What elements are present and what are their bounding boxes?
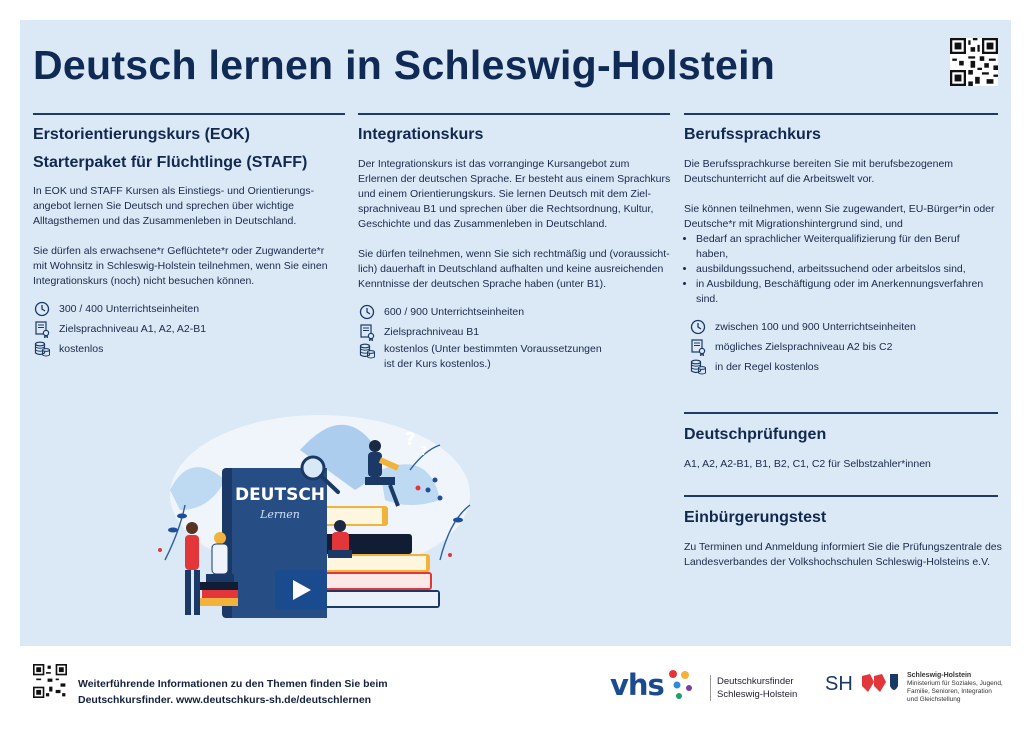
divider-naturalization <box>684 495 998 497</box>
section-naturalization <box>684 508 1004 570</box>
clock-icon <box>689 318 707 336</box>
integration-paragraph-2: Sie dürfen teilnehmen, wenn Sie sich rechtmäßig und (voraussicht- lich) dauerhaft in Deutschland aufhalten und keine ausreichenden Kenntnisse der deutschen Sprache haben (unter B1). <box>358 248 670 290</box>
learning-illustration <box>140 410 480 625</box>
job-requirements-list <box>684 232 1004 307</box>
clock-icon <box>33 300 51 318</box>
section-exams <box>684 425 1004 472</box>
list-item: • in Ausbildung, Beschäftigung oder im Anerkennungsverfahren sind. <box>696 277 1004 307</box>
heading-staff: Starterpaket für Flüchtlinge (STAFF) <box>33 154 308 171</box>
heading-job-language: Berufssprachkurs <box>684 126 821 143</box>
clock-icon <box>358 303 376 321</box>
book-subtitle: Lernen <box>260 508 300 521</box>
integration-paragraph-1: Der Integrationskurs ist das vorranginge Kursangebot zum Erlernen der deutschen Sprache. Er besteht aus einem Sprachkurs und einem Orientierungskurs. Sie lernen Deutsch mit dem Ziel- sprachniveau B1 und sprechen über die Rechtsordnung, Kultur, Geschichte und das Zusammenleben in Deutschland. <box>358 158 671 230</box>
column-integration <box>358 125 676 372</box>
ministry-logo-text: Schleswig-Holstein Ministerium für Soziales, Jugend, Familie, Senioren, Integration und Gleichstellung <box>907 672 1003 703</box>
certificate-icon <box>358 323 376 341</box>
feature-hours: zwischen 100 und 900 Unterrichtseinheiten <box>689 317 1004 337</box>
exams-text: A1, A2, A2-B1, B1, B2, C1, C2 für Selbstzahler*innen <box>684 458 931 470</box>
eok-features <box>33 299 348 359</box>
vhs-subtitle: Deutschkursfinder Schleswig-Holstein <box>710 675 797 701</box>
feature-cost: in der Regel kostenlos <box>689 357 1004 377</box>
footer-qr-code <box>33 664 67 698</box>
column-eok <box>33 125 348 359</box>
eok-paragraph-2: Sie dürfen als erwachsene*r Geflüchtete*r oder Zugwanderte*r mit Wohnsitz in Schleswig-Holstein teilnehmen, wenn Sie einen Integrationskurs (noch) nicht besuchen können. <box>33 245 328 287</box>
feature-level: Zielsprachniveau B1 <box>358 322 676 342</box>
svg-text:?: ? <box>420 444 427 458</box>
coins-icon <box>358 342 376 360</box>
certificate-icon <box>689 338 707 356</box>
job-paragraph-2: Sie können teilnehmen, wenn Sie zugewandert, EU-Bürger*in oder Deutsche*r mit Migrationshintergrund sind, und <box>684 203 995 230</box>
column-job-language <box>684 125 1004 377</box>
sh-logo: SH <box>825 673 853 695</box>
eok-paragraph-1: In EOK und STAFF Kursen als Einstiegs- und Orientierungs- angebot lernen Sie Deutsch und sprechen über wichtige Alltagsthemen und das Zusammenleben in Deutschland. <box>33 185 315 227</box>
list-item: • Bedarf an sprachlicher Weiterqualifizierung für den Beruf haben, <box>696 232 1004 262</box>
feature-cost: kostenlos (Unter bestimmten Voraussetzungen ist der Kurs kostenlos.) <box>358 342 676 372</box>
feature-hours: 300 / 400 Unterrichtseinheiten <box>33 299 348 319</box>
job-features <box>684 317 1004 377</box>
heading-exams: Deutschprüfungen <box>684 426 827 443</box>
divider-col3 <box>684 113 998 115</box>
svg-text:?: ? <box>405 429 416 450</box>
certificate-icon <box>33 320 51 338</box>
list-item: • ausbildungssuchend, arbeitssuchend oder arbeitslos sind, <box>696 262 1004 277</box>
coins-icon <box>33 340 51 358</box>
naturalization-text: Zu Terminen und Anmeldung informiert Sie die Prüfungszentrale des Landesverbandes der Volkshochschulen Schleswig-Holsteins e.V. <box>684 541 1002 568</box>
footer-info: Weiterführende Informationen zu den Themen finden Sie beim Deutschkursfinder. www.deutschkurs-sh.de/deutschlernen <box>78 678 388 706</box>
feature-level: Zielsprachniveau A1, A2, A2-B1 <box>33 319 348 339</box>
feature-hours: 600 / 900 Unterrichtseinheiten <box>358 302 676 322</box>
heading-naturalization: Einbürgerungstest <box>684 509 827 526</box>
vhs-logo-dots <box>665 668 697 700</box>
page-title: Deutsch lernen in Schleswig-Holstein <box>33 42 776 88</box>
feature-cost: kostenlos <box>33 339 348 359</box>
coat-of-arms-icon <box>860 672 900 696</box>
coins-icon <box>689 358 707 376</box>
divider-col1 <box>33 113 345 115</box>
divider-exams <box>684 412 998 414</box>
vhs-logo: vhs <box>610 668 664 702</box>
feature-level: mögliches Zielsprachniveau A2 bis C2 <box>689 337 1004 357</box>
qr-code <box>950 38 998 86</box>
integration-features <box>358 302 676 372</box>
heading-integration: Integrationskurs <box>358 126 484 143</box>
job-paragraph-1: Die Berufssprachkurse bereiten Sie mit berufsbezogenem Deutschunterricht auf die Arbeitswelt vor. <box>684 158 954 185</box>
book-title: DEUTSCH <box>234 485 326 505</box>
heading-eok: Erstorientierungskurs (EOK) <box>33 126 250 143</box>
divider-col2 <box>358 113 670 115</box>
footer-link[interactable]: Deutschkursfinder. www.deutschkurs-sh.de/deutschlernen <box>78 694 372 706</box>
